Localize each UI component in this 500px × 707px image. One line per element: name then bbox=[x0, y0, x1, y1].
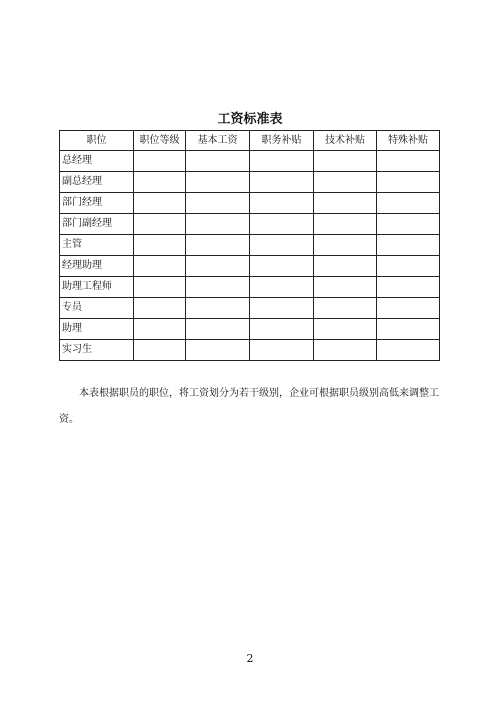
empty-cell bbox=[314, 193, 377, 214]
table-row bbox=[60, 256, 440, 277]
empty-cell bbox=[250, 151, 314, 172]
empty-cell bbox=[314, 214, 377, 235]
empty-cell bbox=[134, 256, 186, 277]
empty-cell bbox=[134, 151, 186, 172]
empty-cell bbox=[314, 340, 377, 361]
table-note-paragraph: 本表根据职员的职位，将工资划分为若干级别，企业可根据职员级别高低来调整工资。 bbox=[59, 388, 439, 425]
empty-cell bbox=[250, 235, 314, 256]
empty-cell bbox=[186, 340, 250, 361]
empty-cell bbox=[250, 277, 314, 298]
empty-cell bbox=[314, 298, 377, 319]
empty-cell bbox=[314, 319, 377, 340]
empty-cell bbox=[134, 298, 186, 319]
empty-cell bbox=[377, 298, 440, 319]
table-row bbox=[60, 193, 440, 214]
page-number: 2 bbox=[246, 652, 254, 665]
table-row bbox=[60, 151, 440, 172]
position-cell: 部门副经理 bbox=[60, 214, 134, 235]
empty-cell bbox=[250, 340, 314, 361]
empty-cell bbox=[186, 319, 250, 340]
table-row bbox=[60, 277, 440, 298]
empty-cell bbox=[186, 193, 250, 214]
table-header-row bbox=[60, 131, 440, 151]
empty-cell bbox=[134, 235, 186, 256]
position-cell: 助理 bbox=[60, 319, 134, 340]
header-cell: 职位 bbox=[60, 131, 134, 151]
empty-cell bbox=[314, 277, 377, 298]
empty-cell bbox=[377, 235, 440, 256]
empty-cell bbox=[377, 319, 440, 340]
position-cell: 助理工程师 bbox=[60, 277, 134, 298]
empty-cell bbox=[314, 235, 377, 256]
position-cell: 实习生 bbox=[60, 340, 134, 361]
table-row bbox=[60, 319, 440, 340]
table-row bbox=[60, 172, 440, 193]
header-cell: 基本工资 bbox=[186, 131, 250, 151]
empty-cell bbox=[186, 214, 250, 235]
empty-cell bbox=[377, 256, 440, 277]
empty-cell bbox=[186, 256, 250, 277]
table-row bbox=[60, 235, 440, 256]
empty-cell bbox=[134, 319, 186, 340]
empty-cell bbox=[377, 340, 440, 361]
empty-cell bbox=[134, 277, 186, 298]
empty-cell bbox=[134, 193, 186, 214]
empty-cell bbox=[134, 172, 186, 193]
header-cell: 特殊补贴 bbox=[377, 131, 440, 151]
header-cell: 职务补贴 bbox=[250, 131, 314, 151]
empty-cell bbox=[186, 151, 250, 172]
empty-cell bbox=[377, 151, 440, 172]
position-cell: 总经理 bbox=[60, 151, 134, 172]
empty-cell bbox=[134, 340, 186, 361]
empty-cell bbox=[377, 172, 440, 193]
empty-cell bbox=[250, 319, 314, 340]
empty-cell bbox=[314, 172, 377, 193]
empty-cell bbox=[377, 214, 440, 235]
empty-cell bbox=[250, 172, 314, 193]
position-cell: 副总经理 bbox=[60, 172, 134, 193]
table-row bbox=[60, 340, 440, 361]
header-cell: 技术补贴 bbox=[314, 131, 377, 151]
empty-cell bbox=[186, 235, 250, 256]
empty-cell bbox=[186, 277, 250, 298]
empty-cell bbox=[186, 172, 250, 193]
position-cell: 主管 bbox=[60, 235, 134, 256]
table-row bbox=[60, 298, 440, 319]
empty-cell bbox=[134, 214, 186, 235]
position-cell: 专员 bbox=[60, 298, 134, 319]
empty-cell bbox=[250, 193, 314, 214]
table-row bbox=[60, 214, 440, 235]
empty-cell bbox=[186, 298, 250, 319]
empty-cell bbox=[377, 277, 440, 298]
empty-cell bbox=[250, 298, 314, 319]
document-title: 工资标准表 bbox=[217, 112, 283, 127]
empty-cell bbox=[250, 256, 314, 277]
header-cell: 职位等级 bbox=[134, 131, 186, 151]
salary-standard-table bbox=[59, 130, 440, 361]
empty-cell bbox=[314, 151, 377, 172]
position-cell: 部门经理 bbox=[60, 193, 134, 214]
empty-cell bbox=[377, 193, 440, 214]
empty-cell bbox=[250, 214, 314, 235]
empty-cell bbox=[314, 256, 377, 277]
position-cell: 经理助理 bbox=[60, 256, 134, 277]
